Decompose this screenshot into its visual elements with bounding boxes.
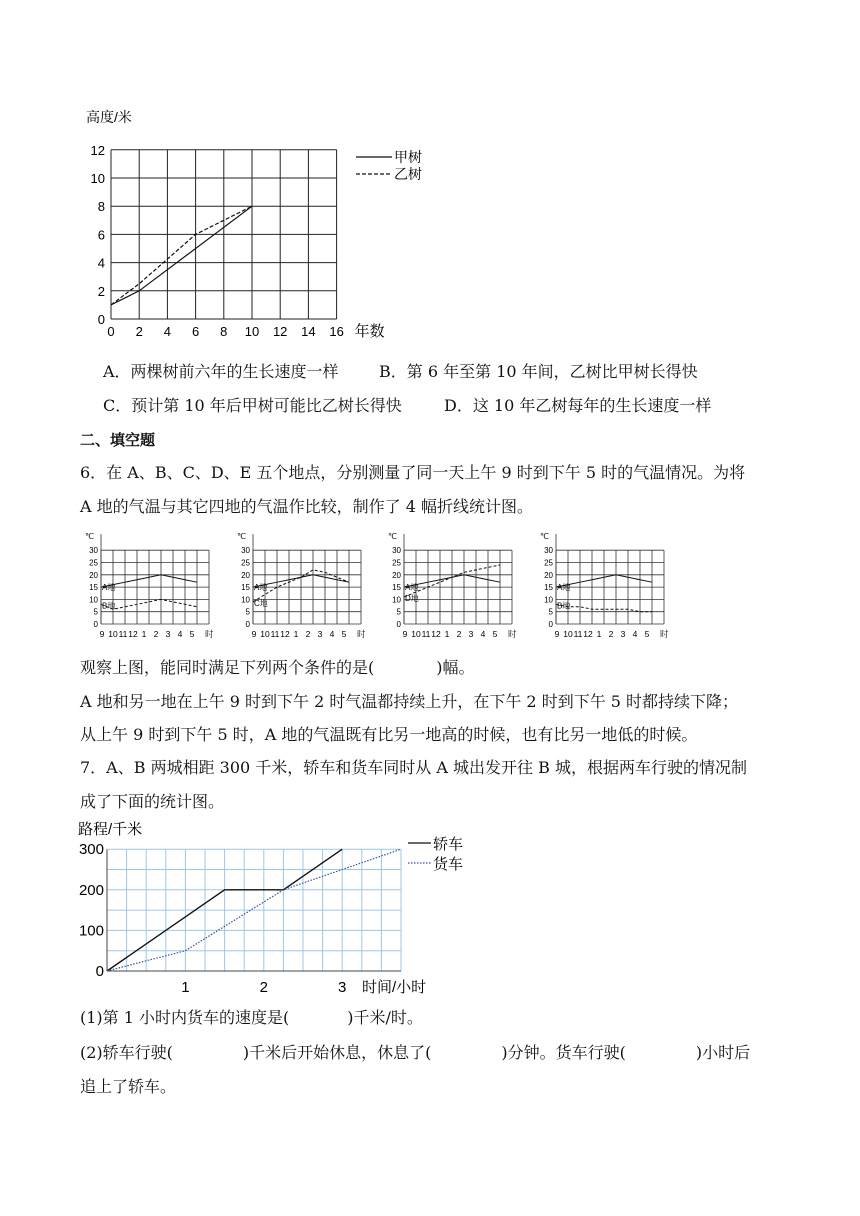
x-tick-label: 11 (421, 629, 431, 639)
x-tick-label: 0 (107, 324, 115, 339)
x-axis-label: 时间/小时 (362, 979, 427, 996)
y-tick-label: 0 (548, 620, 553, 629)
y-tick-label: 25 (544, 558, 553, 568)
x-tick-label: 12 (272, 324, 288, 339)
y-tick-label: 0 (95, 963, 104, 980)
y-tick-label: 25 (241, 558, 250, 568)
series-label: A地 (102, 583, 116, 593)
x-tick-label: 4 (632, 629, 638, 639)
x-tick-label: 4 (177, 629, 183, 639)
q6-line-2: A 地的气温与其它四地的气温作比较，制作了 4 幅折线统计图。 (80, 497, 533, 516)
x-tick-label: 10 (108, 629, 118, 639)
y-tick-label: 2 (97, 283, 105, 299)
q7-part-1-pre: (1)第 1 小时内货车的速度是( (80, 1008, 290, 1027)
x-tick-label: 11 (118, 629, 128, 639)
series-label: B地 (557, 601, 571, 611)
section-heading: 二、填空题 (80, 431, 156, 449)
x-tick-label: 14 (301, 324, 316, 339)
y-axis-unit: ℃ (85, 532, 94, 541)
y-axis-unit: ℃ (388, 532, 397, 541)
y-axis-unit: ℃ (540, 532, 549, 541)
x-tick-label: 5 (189, 629, 195, 639)
y-axis-label: 路程/千米 (78, 821, 143, 838)
x-tick-label: 9 (554, 629, 560, 639)
y-tick-label: 15 (392, 583, 401, 593)
q5-option-a: A．两棵树前六年的生长速度一样 (103, 362, 339, 381)
q7-part-2-a: (2)轿车行驶( (80, 1043, 173, 1062)
q6-line-3 (80, 658, 475, 678)
y-tick-label: 300 (78, 841, 104, 859)
legend-label: 轿车 (433, 836, 464, 853)
y-tick-label: 4 (97, 255, 105, 271)
x-tick-label: 9 (251, 629, 257, 639)
x-axis-label: 时 (205, 629, 214, 639)
series-label: A地 (254, 583, 268, 593)
y-tick-label: 10 (544, 595, 553, 605)
q6-line-5: 从上午 9 时到下午 5 时，A 地的气温既有比另一地高的时候，也有比另一地低的时候。 (80, 725, 698, 744)
y-tick-label: 30 (544, 546, 553, 556)
q7-part-2 (80, 1043, 750, 1063)
series-line-2 (111, 206, 252, 305)
series-label: B地 (102, 601, 116, 611)
series-label: A地 (557, 583, 571, 593)
y-tick-label: 0 (93, 620, 98, 629)
x-tick-label: 1 (444, 629, 450, 639)
y-tick-label: 20 (392, 570, 401, 580)
legend-label: 货车 (433, 856, 464, 873)
x-tick-label: 11 (270, 629, 280, 639)
q7-part-1-post: )千米/时。 (347, 1008, 423, 1027)
y-tick-label: 25 (89, 558, 98, 568)
x-tick-label: 10 (244, 324, 260, 339)
x-tick-label: 12 (280, 629, 290, 639)
temperature-chart-4 (537, 528, 672, 643)
y-tick-label: 15 (89, 583, 98, 593)
x-tick-label: 2 (259, 979, 268, 996)
x-tick-label: 2 (305, 629, 311, 639)
y-tick-label: 10 (241, 595, 250, 605)
y-tick-label: 20 (241, 570, 250, 580)
x-axis-label: 时 (357, 629, 366, 639)
tree-height-chart (80, 100, 440, 350)
y-tick-label: 0 (396, 620, 401, 629)
temperature-chart-1 (82, 528, 217, 643)
series-line-1 (111, 206, 252, 305)
x-tick-label: 2 (135, 324, 143, 339)
x-tick-label: 4 (163, 324, 172, 339)
x-tick-label: 3 (317, 629, 323, 639)
x-tick-label: 5 (644, 629, 650, 639)
y-tick-label: 10 (90, 171, 105, 186)
q7-part-1 (80, 1008, 423, 1028)
x-tick-label: 1 (293, 629, 299, 639)
q7-part-2-c: )分钟。货车行驶( (501, 1043, 626, 1062)
x-tick-label: 11 (573, 629, 583, 639)
y-tick-label: 200 (78, 881, 104, 899)
x-tick-label: 2 (456, 629, 462, 639)
x-tick-label: 12 (583, 629, 593, 639)
y-tick-label: 5 (93, 607, 98, 617)
y-tick-label: 0 (97, 312, 105, 327)
x-tick-label: 1 (141, 629, 147, 639)
q6-line-3-post: )幅。 (436, 658, 475, 677)
y-tick-label: 12 (90, 142, 105, 158)
y-tick-label: 0 (245, 620, 250, 629)
x-tick-label: 4 (329, 629, 335, 639)
q7-part-2-d: )小时后 (695, 1043, 751, 1062)
x-tick-label: 8 (220, 324, 228, 339)
x-tick-label: 5 (341, 629, 347, 639)
y-tick-label: 30 (89, 546, 98, 556)
q7-part-2-line-2: 追上了轿车。 (80, 1077, 177, 1096)
y-tick-label: 10 (89, 595, 98, 605)
y-tick-label: 8 (97, 199, 105, 215)
x-tick-label: 1 (181, 979, 190, 996)
x-axis-label: 时 (660, 629, 669, 639)
x-tick-label: 10 (411, 629, 421, 639)
y-tick-label: 15 (241, 583, 250, 593)
x-tick-label: 3 (468, 629, 474, 639)
q5-option-d: D．这 10 年乙树每年的生长速度一样 (444, 396, 712, 415)
y-tick-label: 5 (396, 607, 401, 617)
x-axis-label: 时 (508, 629, 517, 639)
y-tick-label: 5 (548, 607, 553, 617)
series-label: C地 (254, 598, 268, 608)
y-tick-label: 20 (544, 570, 553, 580)
q6-line-4: A 地和另一地在上午 9 时到下午 2 时气温都持续上升，在下午 2 时到下午 5 时都持续下降； (80, 692, 739, 711)
x-tick-label: 12 (128, 629, 138, 639)
x-tick-label: 9 (99, 629, 105, 639)
x-tick-label: 10 (260, 629, 270, 639)
y-tick-label: 5 (245, 607, 250, 617)
y-tick-label: 30 (241, 546, 250, 556)
legend-label: 甲树 (394, 149, 422, 165)
legend-label: 乙树 (394, 166, 422, 182)
x-tick-label: 2 (153, 629, 159, 639)
q6-line-3-pre: 观察上图，能同时满足下列两个条件的是( (80, 658, 375, 677)
y-axis-label: 高度/米 (86, 109, 132, 125)
x-tick-label: 2 (608, 629, 614, 639)
x-tick-label: 9 (402, 629, 408, 639)
y-tick-label: 30 (392, 546, 401, 556)
y-tick-label: 100 (78, 922, 104, 940)
x-tick-label: 6 (191, 324, 200, 339)
q7-part-2-b: )千米后开始休息，休息了( (242, 1043, 432, 1062)
temperature-chart-3 (385, 528, 520, 643)
x-tick-label: 3 (620, 629, 626, 639)
y-tick-label: 10 (392, 595, 401, 605)
temperature-chart-2 (234, 528, 369, 643)
x-tick-label: 10 (563, 629, 573, 639)
x-tick-label: 3 (165, 629, 171, 639)
y-tick-label: 25 (392, 558, 401, 568)
x-tick-label: 5 (492, 629, 498, 639)
x-tick-label: 12 (431, 629, 441, 639)
x-tick-label: 1 (596, 629, 602, 639)
y-tick-label: 15 (544, 583, 553, 593)
series-label: D地 (405, 593, 419, 603)
q6-line-1: 6．在 A、B、C、D、E 五个地点，分别测量了同一天上午 9 时到下午 5 时的气温情况。为将 (80, 463, 746, 482)
x-tick-label: 16 (329, 324, 344, 339)
q5-option-c: C．预计第 10 年后甲树可能比乙树长得快 (103, 396, 402, 415)
x-tick-label: 4 (480, 629, 486, 639)
y-tick-label: 6 (97, 227, 105, 243)
q5-option-b: B．第 6 年至第 10 年间，乙树比甲树长得快 (379, 362, 698, 381)
x-tick-label: 3 (338, 979, 347, 996)
series-label: A地 (405, 583, 419, 593)
q7-line-1: 7．A、B 两城相距 300 千米，轿车和货车同时从 A 城出发开往 B 城，根据两车行驶的情况制 (80, 758, 747, 777)
q7-line-2: 成了下面的统计图。 (80, 792, 225, 811)
distance-chart (74, 818, 494, 998)
y-axis-unit: ℃ (237, 532, 246, 541)
x-axis-label: 年数 (354, 323, 385, 340)
y-tick-label: 20 (89, 570, 98, 580)
